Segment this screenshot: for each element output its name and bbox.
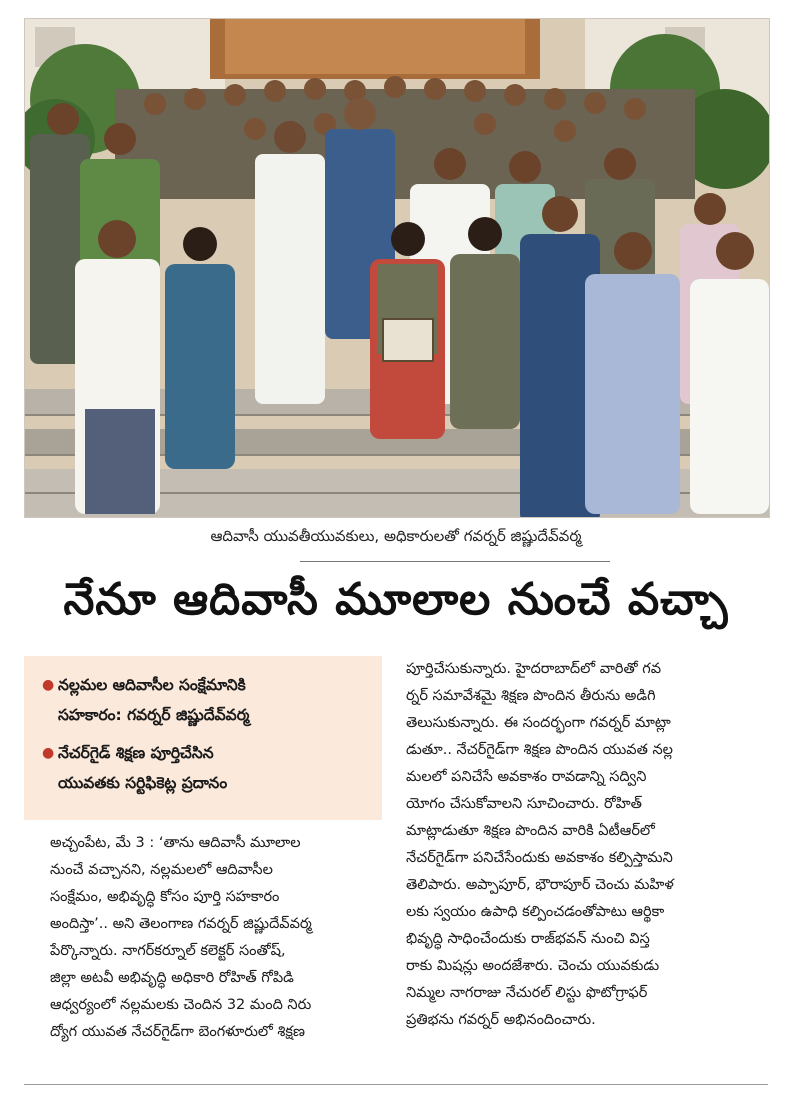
photo-caption: ఆదివాసీ యువతీయువకులు, అధికారులతో గవర్నర్ జిష్ణుదేవ్‌వర్మ (210, 527, 582, 545)
article-line: నిమ్మల నాగరాజు నేచురల్ లిస్టు ఫొటోగ్రాఫర్ (406, 985, 648, 1001)
article-line: లకు స్వయం ఉపాధి కల్పించడంతోపాటు ఆర్థికా (406, 904, 665, 920)
bullet-icon: ● (42, 677, 55, 693)
highlights-box (24, 656, 382, 820)
article-line: సంక్షేమం, అభివృద్ధి కోసం పూర్తి సహకారం (50, 889, 280, 905)
article-line: మాట్లాడుతూ శిక్షణ పొందిన వారికి ఏటీఆర్‌లో (406, 823, 655, 839)
article-column-right (406, 656, 768, 1034)
highlight-line: నల్లమల ఆదివాసీల సంక్షేమానికి (58, 676, 246, 694)
article-line: అందిస్తా’.. అని తెలంగాణ గవర్నర్ జిష్ణుదేవ్‌వర్మ (50, 916, 312, 932)
article-line: అచ్చంపేట, మే 3 : ‘తాను ఆదివాసీ మూలాల (50, 835, 301, 851)
article-column-left (50, 830, 385, 1046)
article-line: జిల్లా అటవీ అభివృద్ధి అధికారి రోహిత్ గోపిడి (50, 970, 294, 986)
highlight-item (42, 738, 370, 798)
article-line: డుతూ.. నేచర్‌గైడ్‌గా శిక్షణ పొందిన యువత నల్ల (406, 742, 673, 758)
article-line: తెలిపారు. అప్పాపూర్, భౌరాపూర్ చెంచు మహిళ (406, 877, 674, 893)
article-line: పేర్కొన్నారు. నాగర్‌కర్నూల్ కలెక్టర్ సంతోష్, (50, 943, 286, 959)
article-line: మలలో పనిచేసే అవకాశం రావడాన్ని సద్విని (406, 769, 647, 785)
article-line: రాకు మిషన్లు అందజేశారు. చెంచు యువకుడు (406, 958, 660, 974)
group-photo (24, 18, 770, 518)
article-line: ర్నర్ సమావేశమై శిక్షణ పొందిన తీరును అడిగి (406, 688, 656, 704)
caption-divider (300, 561, 610, 562)
article-line: తెలుసుకున్నారు. ఈ సందర్భంగా గవర్నర్ మాట్లా (406, 715, 671, 731)
bottom-divider (24, 1084, 768, 1085)
article-line: భివృద్ధి సాధించేందుకు రాజ్‌భవన్ నుంచి విస్త (406, 931, 650, 947)
article-line: నేచర్‌గైడ్‌గా పనిచేసేందుకు అవకాశం కల్పిస్తామని (406, 850, 673, 866)
article-line: పూర్తిచేసుకున్నారు. హైదరాబాద్‌లో వారితో గవ (406, 661, 662, 677)
highlight-line: సహకారం: గవర్నర్ జిష్ణుదేవ్‌వర్మ (58, 706, 250, 724)
bullet-icon: ● (42, 745, 55, 761)
highlight-item (42, 670, 370, 730)
highlight-line: నేచర్‌గైడ్ శిక్షణ పూర్తిచేసిన (58, 744, 214, 762)
highlight-line: యువతకు సర్టిఫికెట్ల ప్రదానం (58, 774, 228, 792)
article-line: యోగం చేసుకోవాలని సూచించారు. రోహిత్ (406, 796, 642, 812)
article-line: ద్యోగ యువత నేచర్‌గైడ్‌గా బెంగళూరులో శిక్షణ (50, 1024, 305, 1040)
article-line: నుంచే వచ్చానని, నల్లమలలో ఆదివాసీల (50, 862, 273, 878)
headline: నేనూ ఆదివాసీ మూలాల నుంచే వచ్చా (63, 574, 729, 625)
article-line: ప్రతిభను గవర్నర్ అభినందించారు. (406, 1012, 596, 1028)
article-line: ఆధ్వర్యంలో నల్లమలకు చెందిన 32 మంది నిరు (50, 997, 312, 1013)
